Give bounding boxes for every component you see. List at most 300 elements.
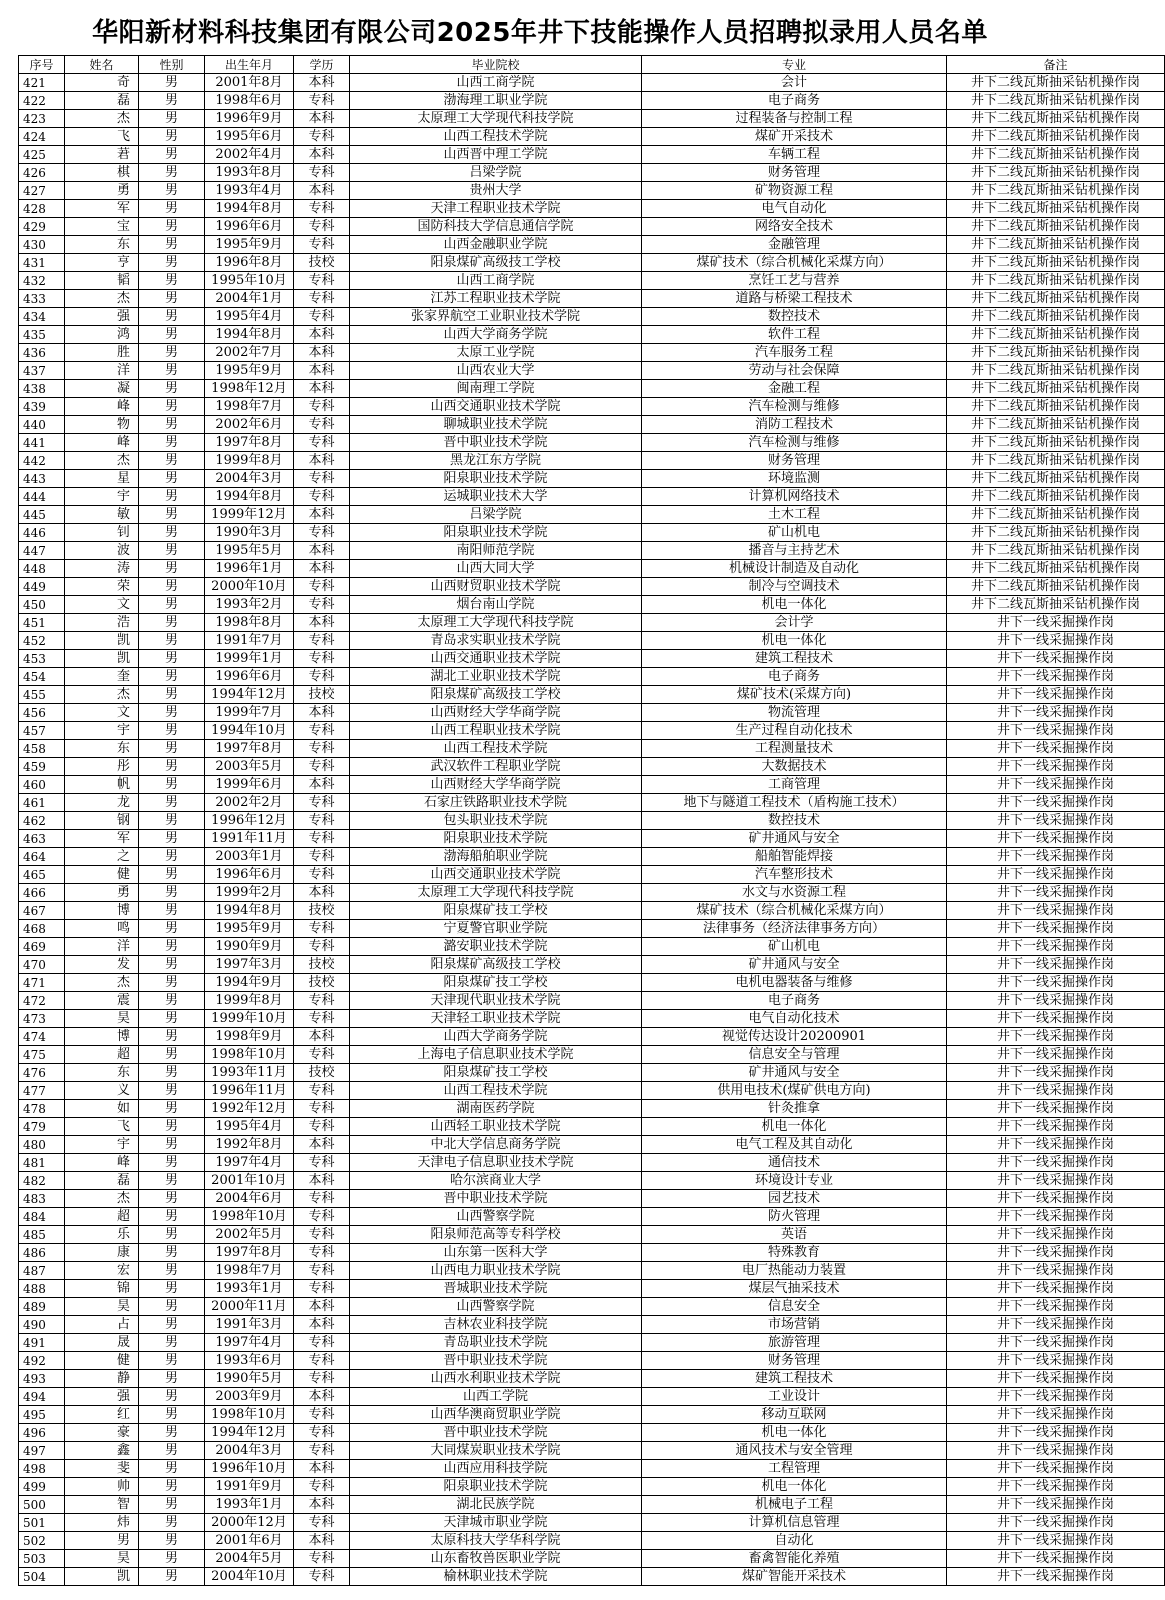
cell-name: 飞: [65, 1118, 139, 1136]
cell-major: 汽车整形技术: [642, 866, 947, 884]
cell-education: 专科: [294, 668, 350, 686]
cell-name: 炜: [65, 1514, 139, 1532]
cell-school: 大同煤炭职业技术学院: [350, 1442, 642, 1460]
cell-school: 山西大同大学: [350, 560, 642, 578]
cell-education: 专科: [294, 1262, 350, 1280]
cell-seq: 460: [19, 776, 65, 794]
cell-education: 本科: [294, 1028, 350, 1046]
cell-education: 本科: [294, 776, 350, 794]
cell-education: 技校: [294, 254, 350, 272]
cell-birth: 1998年10月: [205, 1406, 294, 1424]
table-row: [19, 452, 1165, 470]
cell-education: 专科: [294, 1046, 350, 1064]
cell-seq: 502: [19, 1532, 65, 1550]
cell-birth: 1998年7月: [205, 1262, 294, 1280]
cell-education: 专科: [294, 1406, 350, 1424]
cell-education: 专科: [294, 1154, 350, 1172]
cell-education: 专科: [294, 1550, 350, 1568]
cell-birth: 2001年8月: [205, 74, 294, 92]
cell-major: 信息安全与管理: [642, 1046, 947, 1064]
cell-name: 杰: [65, 1190, 139, 1208]
cell-remark: 井下一线采掘操作岗: [947, 1244, 1165, 1262]
cell-remark: 井下一线采掘操作岗: [947, 848, 1165, 866]
table-row: [19, 200, 1165, 218]
cell-birth: 1996年6月: [205, 866, 294, 884]
cell-major: 道路与桥梁工程技术: [642, 290, 947, 308]
cell-gender: 男: [139, 1082, 205, 1100]
cell-education: 专科: [294, 218, 350, 236]
cell-name: 涛: [65, 560, 139, 578]
cell-name: 发: [65, 956, 139, 974]
cell-major: 会计学: [642, 614, 947, 632]
cell-school: 山西交通职业技术学院: [350, 650, 642, 668]
cell-school: 山西财经大学华商学院: [350, 704, 642, 722]
table-row: [19, 1244, 1165, 1262]
cell-gender: 男: [139, 1496, 205, 1514]
cell-major: 工程测量技术: [642, 740, 947, 758]
cell-gender: 男: [139, 1532, 205, 1550]
cell-birth: 1999年1月: [205, 650, 294, 668]
cell-school: 山东第一医科大学: [350, 1244, 642, 1262]
table-row: [19, 272, 1165, 290]
cell-remark: 井下二线瓦斯抽采钻机操作岗: [947, 218, 1165, 236]
cell-education: 专科: [294, 416, 350, 434]
table-row: [19, 1136, 1165, 1154]
table-row: [19, 380, 1165, 398]
cell-name: 勇: [65, 182, 139, 200]
cell-school: 天津轻工职业技术学院: [350, 1010, 642, 1028]
cell-gender: 男: [139, 1478, 205, 1496]
cell-seq: 458: [19, 740, 65, 758]
cell-remark: 井下二线瓦斯抽采钻机操作岗: [947, 74, 1165, 92]
table-row: [19, 1028, 1165, 1046]
cell-gender: 男: [139, 956, 205, 974]
table-row: [19, 848, 1165, 866]
cell-school: 山西农业大学: [350, 362, 642, 380]
cell-school: 晋中职业技术学院: [350, 1424, 642, 1442]
cell-major: 机械电子工程: [642, 1496, 947, 1514]
cell-gender: 男: [139, 632, 205, 650]
cell-seq: 466: [19, 884, 65, 902]
cell-school: 阳泉职业技术学院: [350, 1478, 642, 1496]
cell-name: 凯: [65, 632, 139, 650]
cell-name: 鸣: [65, 920, 139, 938]
cell-gender: 男: [139, 164, 205, 182]
cell-seq: 500: [19, 1496, 65, 1514]
cell-gender: 男: [139, 650, 205, 668]
cell-education: 技校: [294, 974, 350, 992]
cell-school: 山西工程技术学院: [350, 1082, 642, 1100]
cell-major: 工商管理: [642, 776, 947, 794]
cell-remark: 井下一线采掘操作岗: [947, 1424, 1165, 1442]
cell-school: 阳泉煤矿技工学校: [350, 902, 642, 920]
roster-table: [18, 55, 1165, 1586]
cell-seq: 432: [19, 272, 65, 290]
table-row: [19, 686, 1165, 704]
cell-gender: 男: [139, 1226, 205, 1244]
cell-education: 专科: [294, 596, 350, 614]
cell-major: 供用电技术(煤矿供电方向): [642, 1082, 947, 1100]
cell-gender: 男: [139, 866, 205, 884]
table-row: [19, 1388, 1165, 1406]
cell-name: 杰: [65, 290, 139, 308]
cell-birth: 1993年11月: [205, 1064, 294, 1082]
table-row: [19, 1568, 1165, 1586]
cell-gender: 男: [139, 362, 205, 380]
cell-gender: 男: [139, 434, 205, 452]
cell-seq: 480: [19, 1136, 65, 1154]
cell-gender: 男: [139, 1136, 205, 1154]
cell-school: 阳泉职业技术学院: [350, 830, 642, 848]
table-row: [19, 542, 1165, 560]
cell-birth: 1999年12月: [205, 506, 294, 524]
cell-gender: 男: [139, 1298, 205, 1316]
cell-school: 南阳师范学院: [350, 542, 642, 560]
cell-name: 强: [65, 1388, 139, 1406]
cell-gender: 男: [139, 1208, 205, 1226]
cell-major: 煤矿技术（综合机械化采煤方向）: [642, 902, 947, 920]
cell-gender: 男: [139, 1388, 205, 1406]
cell-birth: 1993年2月: [205, 596, 294, 614]
cell-school: 阳泉煤矿高级技工学校: [350, 254, 642, 272]
cell-school: 太原理工大学现代科技学院: [350, 614, 642, 632]
cell-remark: 井下二线瓦斯抽采钻机操作岗: [947, 146, 1165, 164]
cell-seq: 485: [19, 1226, 65, 1244]
cell-education: 专科: [294, 1208, 350, 1226]
cell-gender: 男: [139, 1046, 205, 1064]
cell-major: 播音与主持艺术: [642, 542, 947, 560]
cell-major: 财务管理: [642, 1352, 947, 1370]
cell-education: 专科: [294, 650, 350, 668]
cell-seq: 483: [19, 1190, 65, 1208]
cell-gender: 男: [139, 812, 205, 830]
table-row: [19, 1514, 1165, 1532]
cell-seq: 423: [19, 110, 65, 128]
cell-major: 消防工程技术: [642, 416, 947, 434]
cell-seq: 449: [19, 578, 65, 596]
cell-gender: 男: [139, 1280, 205, 1298]
cell-gender: 男: [139, 1550, 205, 1568]
cell-gender: 男: [139, 1316, 205, 1334]
table-row: [19, 1442, 1165, 1460]
cell-seq: 438: [19, 380, 65, 398]
cell-remark: 井下一线采掘操作岗: [947, 956, 1165, 974]
cell-name: 占: [65, 1316, 139, 1334]
cell-school: 天津城市职业学院: [350, 1514, 642, 1532]
cell-school: 天津现代职业技术学院: [350, 992, 642, 1010]
cell-gender: 男: [139, 1442, 205, 1460]
cell-education: 专科: [294, 1370, 350, 1388]
cell-seq: 468: [19, 920, 65, 938]
cell-remark: 井下一线采掘操作岗: [947, 1280, 1165, 1298]
table-row: [19, 1532, 1165, 1550]
cell-birth: 2004年5月: [205, 1550, 294, 1568]
cell-gender: 男: [139, 704, 205, 722]
cell-birth: 2001年6月: [205, 1532, 294, 1550]
cell-seq: 453: [19, 650, 65, 668]
table-row: [19, 1208, 1165, 1226]
cell-name: 勇: [65, 884, 139, 902]
cell-education: 专科: [294, 1118, 350, 1136]
cell-birth: 1998年8月: [205, 614, 294, 632]
cell-remark: 井下一线采掘操作岗: [947, 776, 1165, 794]
cell-remark: 井下一线采掘操作岗: [947, 1082, 1165, 1100]
cell-school: 山西财贸职业技术学院: [350, 578, 642, 596]
cell-major: 电厂热能动力装置: [642, 1262, 947, 1280]
table-row: [19, 920, 1165, 938]
cell-birth: 2002年5月: [205, 1226, 294, 1244]
cell-school: 天津工程职业技术学院: [350, 200, 642, 218]
cell-education: 本科: [294, 1298, 350, 1316]
cell-seq: 429: [19, 218, 65, 236]
cell-gender: 男: [139, 776, 205, 794]
cell-name: 静: [65, 1370, 139, 1388]
table-row: [19, 470, 1165, 488]
cell-school: 山西工程职业技术学院: [350, 722, 642, 740]
header-remark: 备注: [947, 56, 1165, 74]
header-birth: 出生年月: [205, 56, 294, 74]
table-row: [19, 1082, 1165, 1100]
cell-birth: 1997年8月: [205, 434, 294, 452]
cell-school: 山西交通职业技术学院: [350, 398, 642, 416]
cell-seq: 430: [19, 236, 65, 254]
cell-seq: 457: [19, 722, 65, 740]
cell-school: 黑龙江东方学院: [350, 452, 642, 470]
cell-major: 针灸推拿: [642, 1100, 947, 1118]
cell-name: 宇: [65, 1136, 139, 1154]
cell-name: 杰: [65, 452, 139, 470]
cell-seq: 428: [19, 200, 65, 218]
cell-education: 本科: [294, 704, 350, 722]
cell-education: 专科: [294, 938, 350, 956]
cell-school: 吕梁学院: [350, 506, 642, 524]
cell-seq: 469: [19, 938, 65, 956]
cell-gender: 男: [139, 992, 205, 1010]
cell-education: 本科: [294, 1388, 350, 1406]
cell-school: 太原理工大学现代科技学院: [350, 110, 642, 128]
cell-birth: 1993年1月: [205, 1496, 294, 1514]
cell-birth: 1999年8月: [205, 992, 294, 1010]
cell-school: 武汉软件工程职业学院: [350, 758, 642, 776]
cell-remark: 井下一线采掘操作岗: [947, 1100, 1165, 1118]
cell-education: 专科: [294, 272, 350, 290]
cell-seq: 498: [19, 1460, 65, 1478]
cell-name: 飞: [65, 128, 139, 146]
cell-remark: 井下二线瓦斯抽采钻机操作岗: [947, 110, 1165, 128]
cell-remark: 井下一线采掘操作岗: [947, 1442, 1165, 1460]
cell-remark: 井下一线采掘操作岗: [947, 1028, 1165, 1046]
cell-remark: 井下一线采掘操作岗: [947, 704, 1165, 722]
cell-name: 健: [65, 1352, 139, 1370]
cell-seq: 463: [19, 830, 65, 848]
cell-education: 专科: [294, 524, 350, 542]
cell-major: 汽车检测与维修: [642, 398, 947, 416]
cell-seq: 497: [19, 1442, 65, 1460]
cell-major: 建筑工程技术: [642, 650, 947, 668]
cell-gender: 男: [139, 416, 205, 434]
cell-name: 星: [65, 470, 139, 488]
cell-school: 山西警察学院: [350, 1208, 642, 1226]
table-row: [19, 1226, 1165, 1244]
cell-birth: 1995年5月: [205, 542, 294, 560]
table-row: [19, 758, 1165, 776]
cell-seq: 445: [19, 506, 65, 524]
cell-school: 山西华澳商贸职业学院: [350, 1406, 642, 1424]
cell-remark: 井下一线采掘操作岗: [947, 1226, 1165, 1244]
cell-name: 文: [65, 704, 139, 722]
cell-education: 专科: [294, 488, 350, 506]
cell-school: 中北大学信息商务学院: [350, 1136, 642, 1154]
cell-seq: 481: [19, 1154, 65, 1172]
cell-birth: 1995年9月: [205, 362, 294, 380]
table-row: [19, 362, 1165, 380]
cell-major: 自动化: [642, 1532, 947, 1550]
cell-education: 专科: [294, 236, 350, 254]
cell-name: 宇: [65, 488, 139, 506]
cell-name: 宝: [65, 218, 139, 236]
cell-remark: 井下一线采掘操作岗: [947, 920, 1165, 938]
cell-birth: 2004年6月: [205, 1190, 294, 1208]
table-row: [19, 1352, 1165, 1370]
cell-seq: 455: [19, 686, 65, 704]
cell-remark: 井下二线瓦斯抽采钻机操作岗: [947, 164, 1165, 182]
cell-education: 专科: [294, 794, 350, 812]
cell-remark: 井下二线瓦斯抽采钻机操作岗: [947, 596, 1165, 614]
cell-name: 文: [65, 596, 139, 614]
cell-school: 山西工程技术学院: [350, 128, 642, 146]
cell-name: 震: [65, 992, 139, 1010]
cell-remark: 井下一线采掘操作岗: [947, 614, 1165, 632]
cell-seq: 487: [19, 1262, 65, 1280]
cell-remark: 井下二线瓦斯抽采钻机操作岗: [947, 560, 1165, 578]
cell-gender: 男: [139, 236, 205, 254]
cell-name: 杰: [65, 110, 139, 128]
cell-birth: 1996年1月: [205, 560, 294, 578]
table-row: [19, 128, 1165, 146]
cell-education: 技校: [294, 956, 350, 974]
cell-major: 视觉传达设计20200901: [642, 1028, 947, 1046]
cell-school: 张家界航空工业职业技术学院: [350, 308, 642, 326]
table-row: [19, 1478, 1165, 1496]
cell-name: 强: [65, 308, 139, 326]
cell-school: 山西金融职业学院: [350, 236, 642, 254]
table-row: [19, 254, 1165, 272]
cell-education: 专科: [294, 722, 350, 740]
cell-major: 移动互联网: [642, 1406, 947, 1424]
cell-name: 超: [65, 1046, 139, 1064]
cell-gender: 男: [139, 470, 205, 488]
cell-remark: 井下一线采掘操作岗: [947, 1478, 1165, 1496]
cell-major: 旅游管理: [642, 1334, 947, 1352]
cell-seq: 426: [19, 164, 65, 182]
cell-gender: 男: [139, 722, 205, 740]
cell-name: 超: [65, 1208, 139, 1226]
cell-name: 洋: [65, 362, 139, 380]
table-row: [19, 1010, 1165, 1028]
cell-major: 烹饪工艺与营养: [642, 272, 947, 290]
cell-gender: 男: [139, 758, 205, 776]
cell-gender: 男: [139, 920, 205, 938]
table-row: [19, 1262, 1165, 1280]
cell-name: 帆: [65, 776, 139, 794]
cell-education: 本科: [294, 326, 350, 344]
header-school: 毕业院校: [350, 56, 642, 74]
cell-seq: 436: [19, 344, 65, 362]
cell-major: 煤层气抽采技术: [642, 1280, 947, 1298]
cell-school: 湖北民族学院: [350, 1496, 642, 1514]
cell-seq: 467: [19, 902, 65, 920]
cell-education: 本科: [294, 614, 350, 632]
table-row: [19, 1280, 1165, 1298]
cell-seq: 452: [19, 632, 65, 650]
table-row: [19, 110, 1165, 128]
cell-major: 财务管理: [642, 452, 947, 470]
cell-education: 本科: [294, 884, 350, 902]
cell-name: 亨: [65, 254, 139, 272]
cell-seq: 473: [19, 1010, 65, 1028]
cell-major: 机电一体化: [642, 596, 947, 614]
cell-gender: 男: [139, 938, 205, 956]
table-row: [19, 488, 1165, 506]
cell-major: 金融工程: [642, 380, 947, 398]
cell-birth: 1990年5月: [205, 1370, 294, 1388]
cell-gender: 男: [139, 830, 205, 848]
table-row: [19, 1496, 1165, 1514]
cell-education: 本科: [294, 146, 350, 164]
cell-major: 过程装备与控制工程: [642, 110, 947, 128]
table-row: [19, 326, 1165, 344]
cell-seq: 501: [19, 1514, 65, 1532]
cell-birth: 1993年8月: [205, 164, 294, 182]
cell-seq: 447: [19, 542, 65, 560]
cell-major: 矿山机电: [642, 524, 947, 542]
cell-birth: 1995年4月: [205, 308, 294, 326]
cell-birth: 1998年10月: [205, 1046, 294, 1064]
cell-major: 制冷与空调技术: [642, 578, 947, 596]
table-row: [19, 308, 1165, 326]
cell-major: 机电一体化: [642, 1478, 947, 1496]
cell-remark: 井下二线瓦斯抽采钻机操作岗: [947, 380, 1165, 398]
table-row: [19, 1172, 1165, 1190]
cell-birth: 1995年9月: [205, 920, 294, 938]
table-row: [19, 830, 1165, 848]
cell-remark: 井下一线采掘操作岗: [947, 1064, 1165, 1082]
cell-remark: 井下二线瓦斯抽采钻机操作岗: [947, 416, 1165, 434]
cell-birth: 1996年11月: [205, 1082, 294, 1100]
cell-seq: 450: [19, 596, 65, 614]
cell-seq: 464: [19, 848, 65, 866]
cell-birth: 1998年9月: [205, 1028, 294, 1046]
cell-remark: 井下二线瓦斯抽采钻机操作岗: [947, 506, 1165, 524]
table-header-row: [19, 56, 1165, 74]
table-row: [19, 434, 1165, 452]
cell-remark: 井下一线采掘操作岗: [947, 686, 1165, 704]
cell-birth: 1991年11月: [205, 830, 294, 848]
cell-remark: 井下二线瓦斯抽采钻机操作岗: [947, 290, 1165, 308]
cell-name: 东: [65, 740, 139, 758]
cell-remark: 井下一线采掘操作岗: [947, 1406, 1165, 1424]
cell-name: 杰: [65, 974, 139, 992]
cell-remark: 井下二线瓦斯抽采钻机操作岗: [947, 344, 1165, 362]
cell-birth: 1999年2月: [205, 884, 294, 902]
table-row: [19, 722, 1165, 740]
cell-birth: 1993年6月: [205, 1352, 294, 1370]
cell-birth: 1995年9月: [205, 236, 294, 254]
cell-name: 博: [65, 902, 139, 920]
table-row: [19, 398, 1165, 416]
cell-education: 专科: [294, 1442, 350, 1460]
cell-education: 专科: [294, 1352, 350, 1370]
